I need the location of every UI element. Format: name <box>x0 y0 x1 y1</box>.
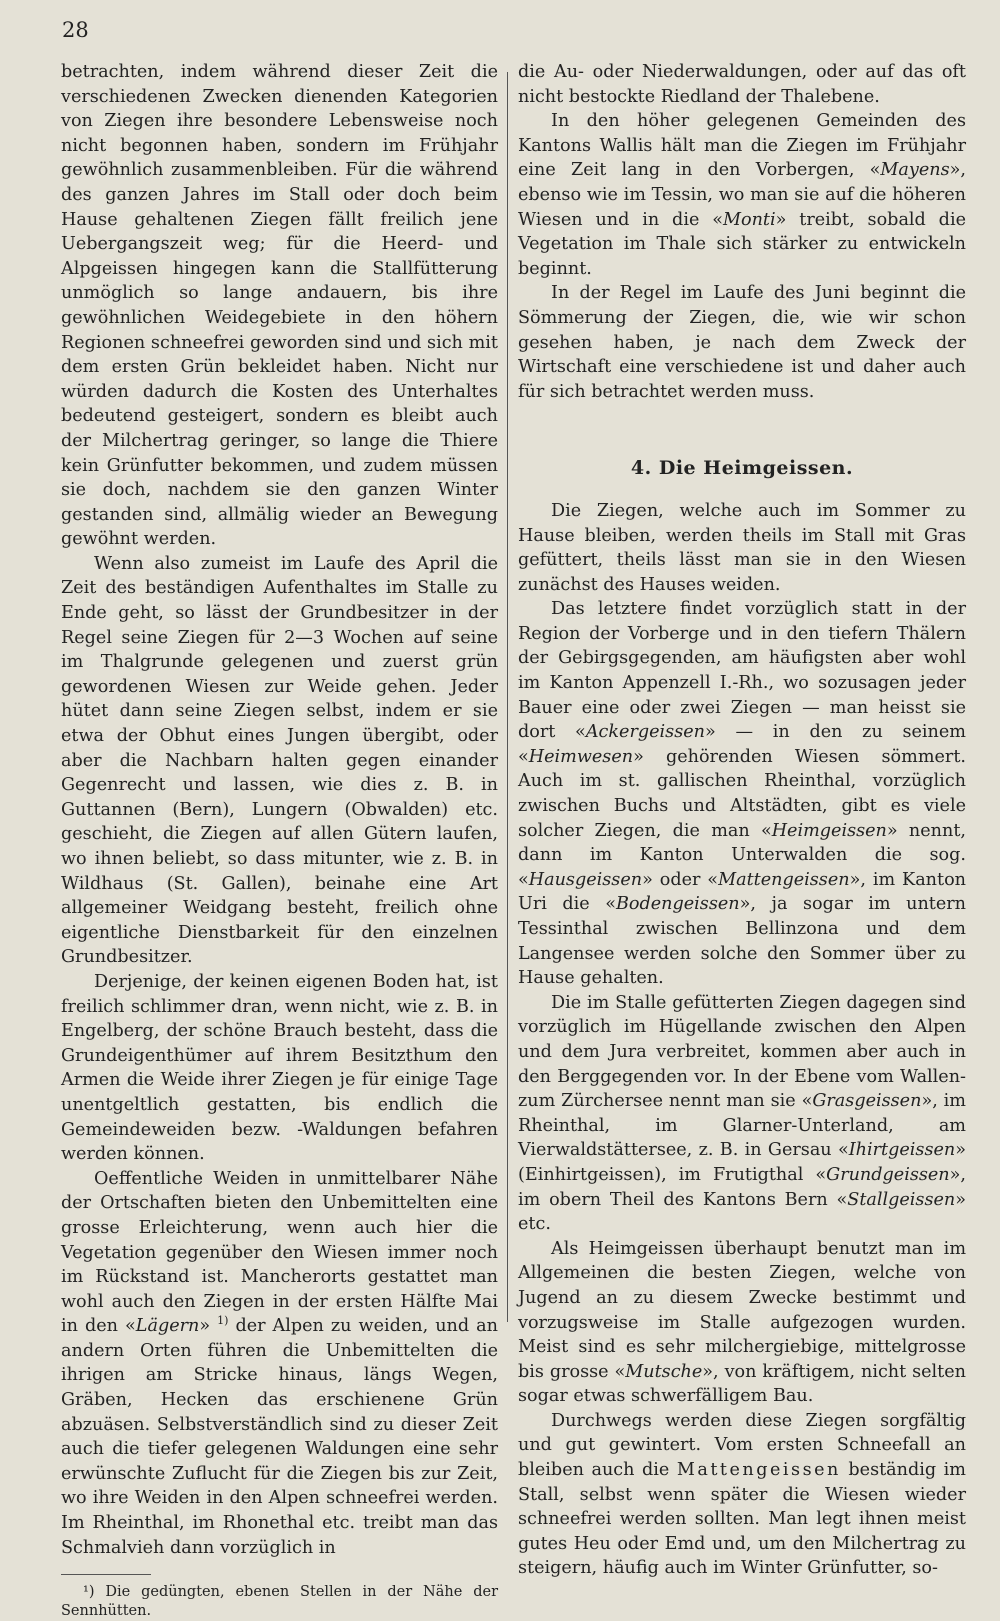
text-run: » gehörenden Wiesen sömmert. Auch im st. gallischen Rheinthal, vorzüglich zwischen Buchs und Altstädten, gibt es viele solcher Ziegen, die man « <box>518 746 966 841</box>
text-run: » oder « <box>642 869 719 890</box>
text-run: » <box>199 1316 218 1337</box>
page-number: 28 <box>62 18 89 42</box>
paragraph: Die Ziegen, welche auch im Sommer zu Hause bleiben, werden theils im Stall mit Gras gefüttert, theils lässt man sie in den Wiesen zunächst des Hauses weiden. <box>518 500 966 595</box>
section-heading: 4. Die Heimgeissen. <box>630 457 854 480</box>
paragraph <box>518 597 966 991</box>
text-run: der Alpen zu weiden, und an andern Orten führen die Unbemittelten die ihrigen am Stricke hinaus, längs Wegen, Gräben, Hecken das erschienene Grün abzuäsen. Selbstverständlich sind zu dieser Zeit auch die tiefer gelegenen Waldungen eine sehr erwünschte Zuflucht für die Ziegen bis zur Zeit, wo ihre Weiden in den Alpen schneefrei werden. Im Rheinthal, im Rhonethal etc. treibt man das Schmalvieh dann vorzüglich in <box>61 1316 498 1558</box>
column-divider <box>507 72 508 1322</box>
footnote-reference: 1) <box>217 1314 229 1328</box>
paragraph: betrachten, indem während dieser Zeit die verschiedenen Zwecken dienenden Kategorien von Ziegen ihre besondere Lebensweise noch nicht begonnen haben, sondern im Frühjahr gewöhnlich zusammenbleiben. Für die während des ganzen Jahres im Stall oder doch beim Hause gehaltenen Ziegen fällt freilich jene Uebergangszeit weg; für die Heerd- und Alpgeissen hingegen kann die Stallfütterung unmöglich so lange andauern, bis ihre gewöhnlichen Weidegebiete in den höhern Regionen schneefrei geworden sind und sich mit dem ersten Grün bekleidet haben. Nicht nur würden dadurch die Kosten des Unterhaltes bedeutend gesteigert, sondern es bleibt auch der Milchertrag geringer, so lange die Thiere kein Grünfutter bekommen, und zudem müssen sie doch, nachdem sie den ganzen Winter gestanden sind, allmälig wieder an Bewegung gewöhnt werden. <box>61 62 498 550</box>
text-run: » nennt, dann im Kanton Unterwalden die sog. « <box>518 820 966 890</box>
text-run: » treibt, sobald die Vegetation im Thale sich stärker zu entwickeln beginnt. <box>518 209 966 279</box>
text-run: », im Rheinthal, im Glarner-Unterland, am Vierwaldstättersee, z. B. in Gersau « <box>518 1091 966 1161</box>
text-run: Oeffentliche Weiden in unmittelbarer Nähe der Ortschaften bieten den Unbemittelten eine grosse Erleichterung, wenn auch hier die Vegetation gegenüber den Wiesen immer noch im Rückstand ist. Mancherorts gestattet man wohl auch den Ziegen in der ersten Hälfte Mai in den « <box>61 1168 498 1337</box>
paragraph: Derjenige, der keinen eigenen Boden hat, ist freilich schlimmer dran, wenn nicht, wie z. B. in Engelberg, der schöne Brauch besteht, dass die Grundeigenthümer auf ihrem Besitzthum den Armen die Weide ihrer Ziegen je für einige Tage unentgeltlich gestatten, bis endlich die Gemeindeweiden bezw. -Waldungen befahren werden können. <box>61 971 498 1165</box>
italic-term: Ackergeissen <box>585 722 705 743</box>
paragraph: die Au- oder Niederwaldungen, oder auf das oft nicht bestockte Riedland der Thalebene. <box>518 62 966 107</box>
paragraph <box>518 1237 966 1409</box>
italic-term: Lägern <box>135 1316 200 1337</box>
text-run: », im Kanton Uri die « <box>518 869 967 915</box>
italic-term: Mattengeissen <box>718 869 850 890</box>
left-column <box>61 60 498 1621</box>
italic-term: Stallgeissen <box>847 1189 956 1210</box>
italic-term: Bodengeissen <box>615 894 740 915</box>
text-run: », ja sogar im untern Tessinthal zwischen Bellinzona und dem Langensee werden solche den Sommer über zu Hause gehalten. <box>518 894 966 989</box>
text-run: » (Einhirtgeissen), im Frutigthal « <box>518 1140 966 1185</box>
text-run: », von kräftigem, nicht selten sogar etwas schwerfälligem Bau. <box>518 1361 966 1407</box>
text-run: », ebenso wie im Tessin, wo man sie auf die höheren Wiesen und in die « <box>518 160 966 230</box>
italic-term: Grasgeissen <box>812 1091 922 1112</box>
italic-term: Heimgeissen <box>771 820 887 841</box>
text-run: In den höher gelegenen Gemeinden des Kantons Wallis hält man die Ziegen im Frühjahr eine Zeit lang in den Vorbergen, « <box>518 111 966 181</box>
text-run: Durchwegs werden diese Ziegen sorgfältig und gut gewintert. Vom ersten Schneefall an bleiben auch die <box>518 1410 966 1481</box>
text-run: Als Heimgeissen überhaupt benutzt man im Allgemeinen die besten Ziegen, welche von Jugend an zu diesem Zwecke bestimmt und vorzugsweise im Stalle aufgezogen wurden. Meist sind es sehr milchergiebige, mittelgrosse bis grosse « <box>518 1238 966 1382</box>
italic-term: Grundgeissen <box>826 1164 950 1185</box>
paragraph <box>518 1409 966 1581</box>
right-column <box>518 60 966 1581</box>
paragraph <box>518 991 966 1237</box>
paragraph <box>61 1167 498 1561</box>
italic-term: Hausgeissen <box>528 869 643 890</box>
text-run: » etc. <box>518 1189 966 1235</box>
text-run: beständig im Stall, selbst wenn später die Wiesen wieder schneefrei werden sollten. Man legt ihnen meist gutes Heu oder Emd und, um den Milchertrag zu steigern, häufig auch im Winter Grünfutter, so- <box>518 1460 966 1579</box>
text-run: », im obern Theil des Kantons Bern « <box>518 1164 966 1210</box>
footnote-divider <box>61 1574 151 1575</box>
italic-term: Ihirtgeissen <box>848 1140 956 1161</box>
text-run: » — in den zu seinem « <box>518 722 966 767</box>
italic-term: Monti <box>722 209 776 230</box>
text-run: Das letztere findet vorzüglich statt in der Region der Vorberge und in den tiefern Thälern der Gebirgsgegenden, am häufigsten aber wohl im Kanton Appenzell I.-Rh., wo sozusagen jeder Bauer eine oder zwei Ziegen — man heisst sie dort « <box>518 599 966 743</box>
paragraph: Wenn also zumeist im Laufe des April die Zeit des beständigen Aufenthaltes im Stalle zu Ende geht, so lässt der Grundbesitzer in der Regel seine Ziegen für 2—3 Wochen auf seine im Thalgrunde gelegenen und zuerst grün gewordenen Wiesen zur Weide gehen. Jeder hütet dann seine Ziegen selbst, indem er sie etwa der Obhut eines Jungen übergibt, oder aber die Nachbarn halten gegen einander Gegenrecht und lassen, wie dies z. B. in Guttannen (Bern), Lungern (Obwalden) etc. geschieht, die Ziegen auf allen Gütern laufen, wo ihnen beliebt, so dass mitunter, wie z. B. in Wildhaus (St. Gallen), beinahe eine Art allgemeiner Weidgang besteht, freilich ohne eigentliche Dienstbarkeit für den einzelnen Grundbesitzer. <box>61 553 498 968</box>
paragraph <box>518 109 966 281</box>
footnote: ¹) Die gedüngten, ebenen Stellen in der Nähe der Sennhütten. <box>61 1584 498 1620</box>
italic-term: Mayens <box>880 160 950 181</box>
italic-term: Mutsche <box>625 1361 703 1382</box>
paragraph: In der Regel im Laufe des Juni beginnt die Sömmerung der Ziegen, die, wie wir schon gesehen haben, je nach dem Zweck der Wirtschaft eine verschiedene ist und daher auch für sich betrachtet werden muss. <box>518 283 966 402</box>
italic-term: Heimwesen <box>528 746 634 767</box>
text-run: Die im Stalle gefütterten Ziegen dagegen sind vorzüglich im Hügellande zwischen den Alpen und dem Jura verbreitet, kommen aber auch in den Berggegenden vor. In der Ebene vom Wallen- zum Zürchersee nennt man sie « <box>518 992 966 1112</box>
spaced-term: Mattengeissen <box>676 1460 841 1481</box>
